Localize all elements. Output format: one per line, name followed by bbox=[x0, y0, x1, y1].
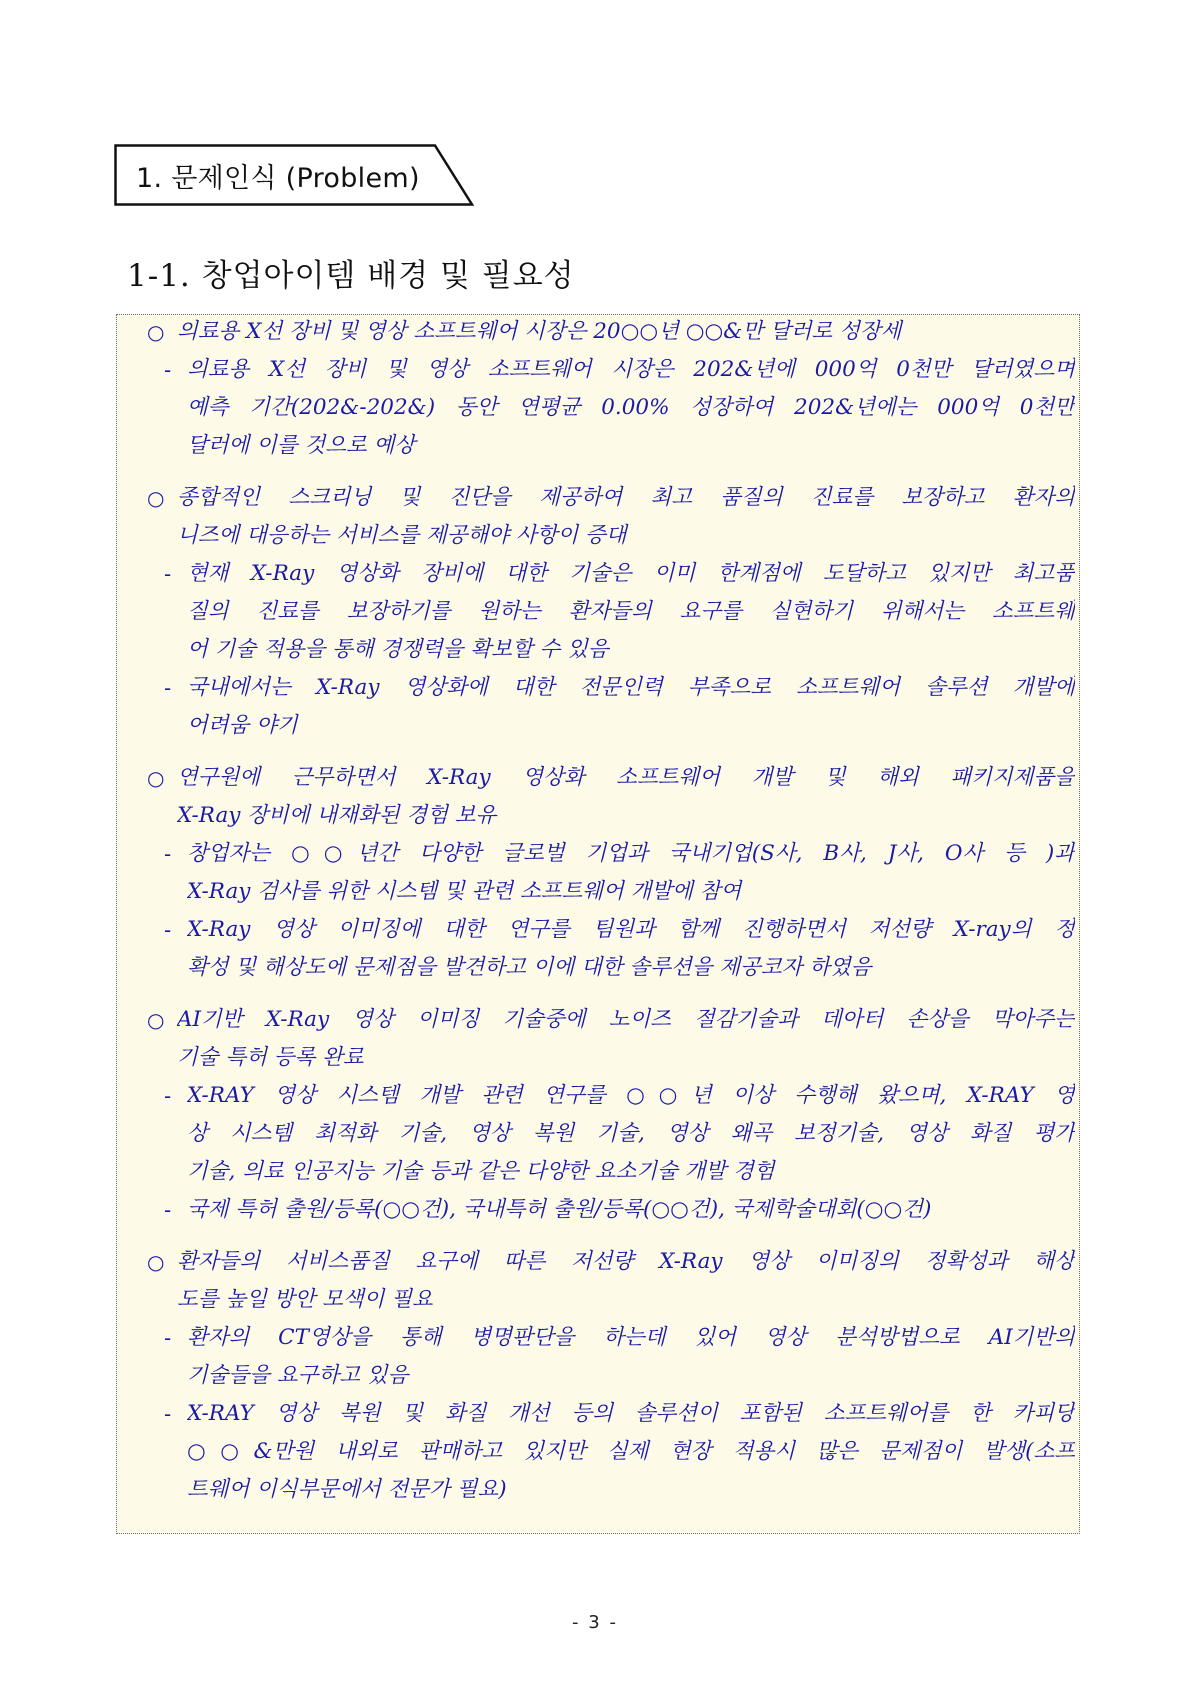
subitem-line: 국내에서는 X-Ray 영상화에 대한 전문인력 부족으로 소프트웨어 솔루션 개발에 bbox=[187, 675, 1075, 700]
page-number: - 3 - bbox=[572, 1612, 618, 1633]
dash-marker: - bbox=[164, 1326, 172, 1350]
content-box bbox=[116, 314, 1080, 1534]
section-header bbox=[114, 144, 514, 206]
subitem-line: X-Ray 검사를 위한 시스템 및 관련 소프트웨어 개발에 참여 bbox=[187, 879, 742, 904]
section-header-label: 1. 문제인식 (Problem) bbox=[136, 163, 420, 194]
dash-marker: - bbox=[164, 1084, 172, 1108]
bullet-line: 종합적인 스크리닝 및 진단을 제공하여 최고 품질의 진료를 보장하고 환자의 bbox=[177, 485, 1075, 510]
dash-marker: - bbox=[164, 1198, 172, 1222]
bullet-line: 연구원에 근무하면서 X-Ray 영상화 소프트웨어 개발 및 해외 패키지제품을 bbox=[177, 765, 1075, 790]
subitem-line: X-Ray 영상 이미징에 대한 연구를 팀원과 함께 진행하면서 저선량 X-ray의 정 bbox=[187, 917, 1075, 942]
subitem-line: 예측 기간(202&-202&) 동안 연평균 0.00% 성장하여 202&년에는 000억 0천만 bbox=[187, 395, 1075, 420]
bullet-line: AI기반 X-Ray 영상 이미징 기술중에 노이즈 절감기술과 데아터 손상을 막아주는 bbox=[177, 1007, 1075, 1032]
bullet-marker: ○ bbox=[147, 320, 165, 344]
dash-marker: - bbox=[164, 842, 172, 866]
dash-marker: - bbox=[164, 1402, 172, 1426]
bullet-marker: ○ bbox=[147, 486, 165, 510]
subitem-line: 확성 및 해상도에 문제점을 발견하고 이에 대한 솔루션을 제공코자 하였음 bbox=[187, 955, 872, 980]
bullet-line: 기술 특허 등록 완료 bbox=[177, 1045, 364, 1070]
subitem-line: 질의 진료를 보장하기를 원하는 환자들의 요구를 실현하기 위해서는 소프트웨 bbox=[187, 599, 1075, 624]
subitem-line: 달러에 이를 것으로 예상 bbox=[187, 433, 416, 458]
subitem-line: 상 시스템 최적화 기술, 영상 복원 기술, 영상 왜곡 보정기술, 영상 화질 평가 bbox=[187, 1121, 1075, 1146]
subitem-line: 어려움 야기 bbox=[187, 713, 298, 738]
bullet-marker: ○ bbox=[147, 1008, 165, 1032]
bullet-line: 의료용 X선 장비 및 영상 소프트웨어 시장은 20○○년 ○○&만 달러로 성장세 bbox=[177, 319, 902, 344]
dash-marker: - bbox=[164, 358, 172, 382]
bullet-line: X-Ray 장비에 내재화된 경험 보유 bbox=[177, 803, 497, 828]
subitem-line: 국제 특허 출원/등록(○○건), 국내특허 출원/등록(○○건), 국제학술대회(○○건) bbox=[187, 1197, 932, 1222]
bullet-marker: ○ bbox=[147, 766, 165, 790]
subitem-line: 기술들을 요구하고 있음 bbox=[187, 1363, 409, 1388]
dash-marker: - bbox=[164, 918, 172, 942]
bullet-line: 환자들의 서비스품질 요구에 따른 저선량 X-Ray 영상 이미징의 정확성과 해상 bbox=[177, 1249, 1075, 1274]
bullet-line: 니즈에 대응하는 서비스를 제공해야 사항이 증대 bbox=[177, 523, 627, 548]
subitem-line: 의료용 X선 장비 및 영상 소프트웨어 시장은 202&년에 000억 0천만 달러였으며 bbox=[187, 357, 1075, 382]
dash-marker: - bbox=[164, 676, 172, 700]
subitem-line: X-RAY 영상 시스템 개발 관련 연구를 ○○년 이상 수행해 왔으며, X-RAY 영 bbox=[187, 1083, 1075, 1108]
subitem-line: 현재 X-Ray 영상화 장비에 대한 기술은 이미 한계점에 도달하고 있지만 최고품 bbox=[187, 561, 1075, 586]
subitem-line: 트웨어 이식부문에서 전문가 필요) bbox=[187, 1477, 507, 1502]
subsection-title: 1-1. 창업아이템 배경 및 필요성 bbox=[127, 258, 575, 294]
bullet-marker: ○ bbox=[147, 1250, 165, 1274]
subitem-line: 어 기술 적용을 통해 경쟁력을 확보할 수 있음 bbox=[187, 637, 609, 662]
subitem-line: 창업자는 ○○년간 다양한 글로벌 기업과 국내기업(S사, B사, J사, O사 등 )과 bbox=[187, 841, 1075, 866]
subitem-line: ○○&만원 내외로 판매하고 있지만 실제 현장 적용시 많은 문제점이 발생(소프 bbox=[187, 1439, 1075, 1464]
bullet-line: 도를 높일 방안 모색이 필요 bbox=[177, 1287, 433, 1312]
subitem-line: X-RAY 영상 복원 및 화질 개선 등의 솔루션이 포함된 소프트웨어를 한 카피당 bbox=[187, 1401, 1075, 1426]
subitem-line: 기술, 의료 인공지능 기술 등과 같은 다양한 요소기술 개발 경험 bbox=[187, 1159, 775, 1184]
subitem-line: 환자의 CT영상을 통해 병명판단을 하는데 있어 영상 분석방법으로 AI기반의 bbox=[187, 1325, 1075, 1350]
dash-marker: - bbox=[164, 562, 172, 586]
